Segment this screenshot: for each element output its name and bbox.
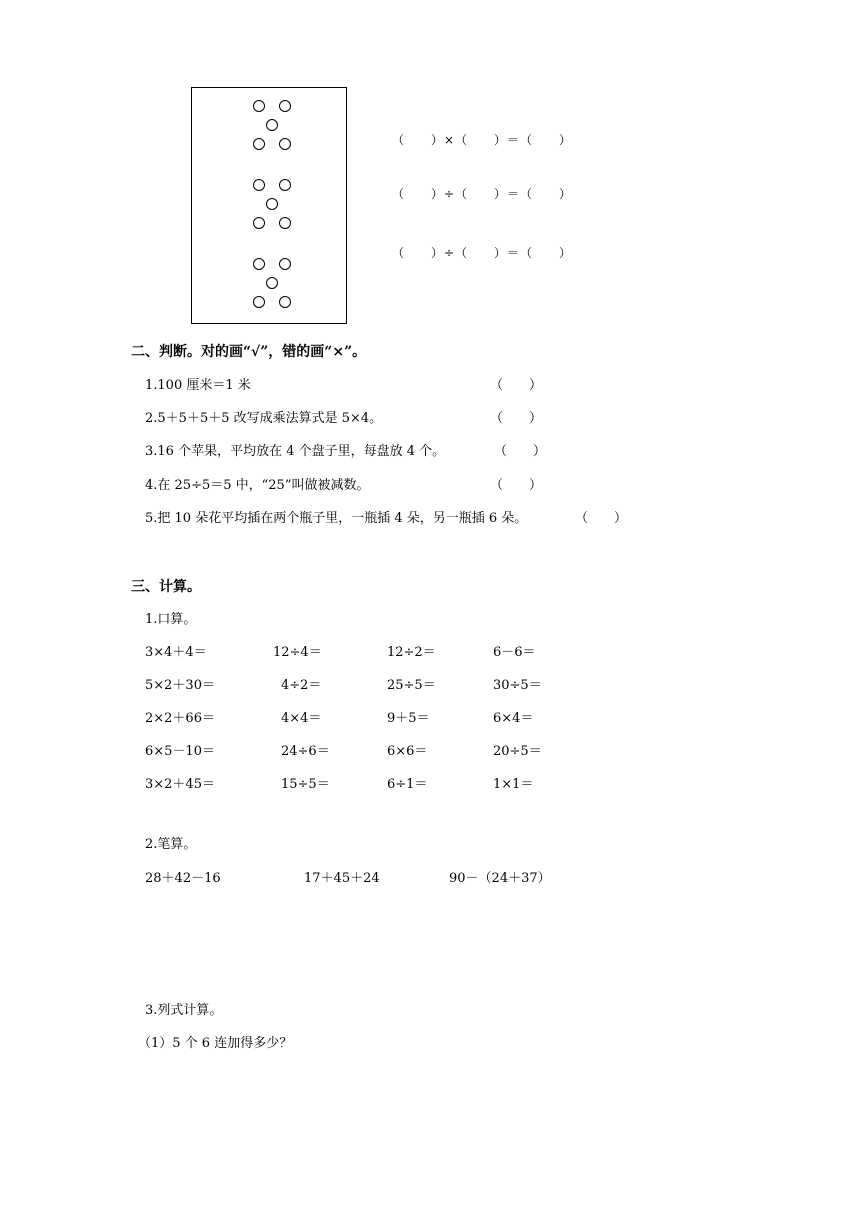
oral-item: 6×4＝ [493, 711, 534, 726]
circle [253, 100, 265, 112]
oral-item: 12÷2＝ [387, 645, 436, 660]
circle [253, 138, 265, 150]
section-2-heading: 二、判断。对的画“√”，错的画“×”。 [131, 344, 367, 360]
written-calc-label: 2.笔算。 [145, 837, 197, 852]
circle [279, 296, 291, 308]
section-3-heading: 三、计算。 [131, 579, 201, 595]
equation-blank-3[interactable]: （ ）÷（ ）＝（ ） [392, 246, 573, 260]
dot-figure [191, 87, 347, 324]
circle [253, 179, 265, 191]
circle [279, 138, 291, 150]
judge-blank-1[interactable]: （ ） [490, 378, 543, 393]
circle [253, 217, 265, 229]
circle [279, 179, 291, 191]
oral-item: 6－6＝ [493, 645, 536, 660]
circle [253, 296, 265, 308]
circle [266, 119, 278, 131]
oral-item: 5×2＋30＝ [145, 678, 215, 693]
oral-item: 1×1＝ [493, 777, 534, 792]
oral-item: 2×2＋66＝ [145, 711, 215, 726]
circle [253, 258, 265, 270]
column-item: （1）5 个 6 连加得多少？ [138, 1036, 293, 1051]
circle [279, 258, 291, 270]
circle [266, 277, 278, 289]
circle [279, 217, 291, 229]
oral-item: 9＋5＝ [387, 711, 430, 726]
equation-blank-2[interactable]: （ ）÷（ ）＝（ ） [392, 187, 573, 201]
written-item: 90－（24＋37） [449, 871, 551, 886]
written-item: 17＋45＋24 [304, 871, 380, 886]
column-calc-label: 3.列式计算。 [145, 1003, 223, 1018]
judge-blank-4[interactable]: （ ） [490, 478, 543, 493]
oral-item: 15÷5＝ [281, 777, 330, 792]
circle [266, 198, 278, 210]
judge-item-2: 2.5＋5＋5＋5 改写成乘法算式是 5×4。 [145, 411, 383, 426]
judge-item-3: 3.16 个苹果，平均放在 4 个盘子里，每盘放 4 个。 [145, 444, 446, 459]
oral-item: 3×2＋45＝ [145, 777, 215, 792]
equation-blank-1[interactable]: （ ）×（ ）＝（ ） [392, 133, 573, 147]
oral-item: 6÷1＝ [387, 777, 428, 792]
oral-item: 12÷4＝ [273, 645, 322, 660]
oral-item: 3×4＋4＝ [145, 645, 207, 660]
judge-blank-5[interactable]: （ ） [575, 511, 628, 526]
oral-item: 6×5－10＝ [145, 744, 215, 759]
judge-item-1: 1.100 厘米＝1 米 [145, 378, 251, 393]
oral-item: 24÷6＝ [281, 744, 330, 759]
oral-item: 25÷5＝ [387, 678, 436, 693]
oral-item: 6×6＝ [387, 744, 428, 759]
oral-item: 20÷5＝ [493, 744, 542, 759]
circle [279, 100, 291, 112]
judge-item-5: 5.把 10 朵花平均插在两个瓶子里，一瓶插 4 朵，另一瓶插 6 朵。 [145, 511, 528, 526]
judge-blank-3[interactable]: （ ） [494, 444, 547, 459]
oral-calc-label: 1.口算。 [145, 612, 197, 627]
oral-item: 4÷2＝ [281, 678, 322, 693]
oral-item: 4×4＝ [281, 711, 322, 726]
oral-item: 30÷5＝ [493, 678, 542, 693]
written-item: 28＋42－16 [145, 871, 221, 886]
judge-blank-2[interactable]: （ ） [490, 411, 543, 426]
judge-item-4: 4.在 25÷5＝5 中，“25”叫做被减数。 [145, 478, 370, 493]
